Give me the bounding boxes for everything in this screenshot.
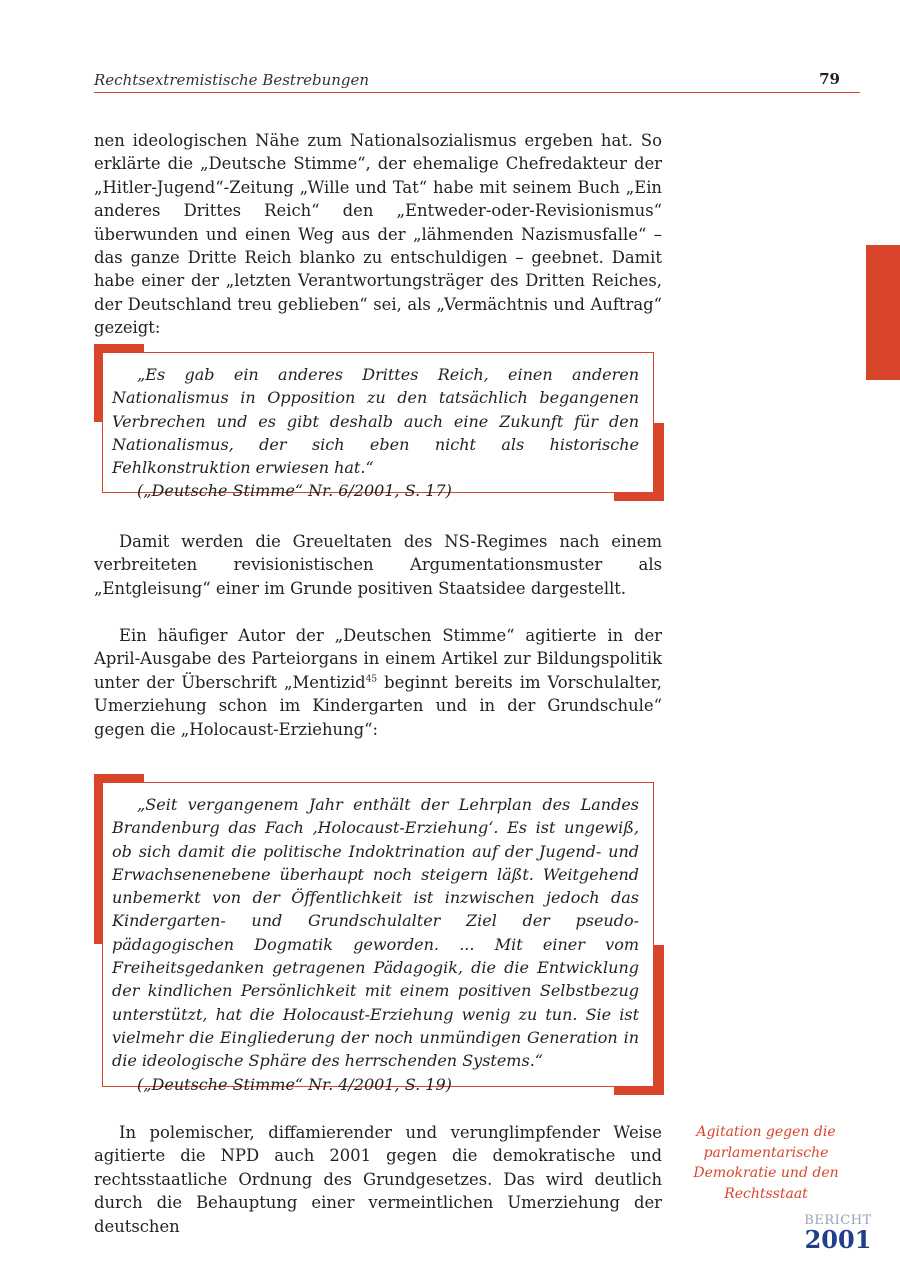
body-paragraph-1: nen ideologischen Nähe zum Nationalsozialismus ergeben hat. So erklärte die „Deutsche Stimme“, der ehemalige Chefredakteur der „Hitler-Jugend“-Zeitung „Wille und Tat“ habe mit seinem Buch „Ein anderes Drittes Reich“ den „Entweder-oder-Revisionismus“ überwunden und einen Weg aus der „lähmenden Nazismusfalle“ – das ganze Dritte Reich blanko zu entschuldigen – geebnet. Damit habe einer der „letzten Verantwortungsträger des Dritten Reiches, der Deutschland treu geblieben“ sei, als „Vermächtnis und Auftrag“ gezeigt:: [94, 131, 662, 338]
quote-corner-decoration: [654, 945, 664, 1095]
quote-box-2: [94, 774, 664, 1095]
paragraph-text: Ein häufiger Autor der „Deutschen Stimme“ agitierte in der April-Ausgabe des Parteiorgans in einem Artikel zur Bildungspolitik unter der Überschrift „Mentizid: [94, 626, 662, 692]
body-paragraph-4: In polemischer, diffamierender und verunglimpfender Weise agitierte die NPD auch 2001 gegen die demokratische und rechtsstaatliche Ordnung des Grundgesetzes. Das wird deutlich durch die Behauptung einer vermeintlichen Umerziehung der deutschen: [94, 1123, 662, 1236]
logo-word: BERICHT: [804, 1213, 872, 1228]
running-header: [94, 70, 860, 93]
logo-year: 2001: [804, 1225, 872, 1254]
quote-corner-decoration: [654, 423, 664, 501]
body-paragraph-2: Damit werden die Greueltaten des NS-Regimes nach einem verbreiteten revisionistischen Argumentationsmuster als „Entgleisung“ einer im Grunde positiven Staatsidee dargestellt.: [94, 532, 662, 598]
quote-frame: [102, 352, 654, 501]
quote-frame: [102, 782, 654, 1094]
quote-source: („Deutsche Stimme“ Nr. 4/2001, S. 19): [137, 1074, 452, 1094]
chapter-tab-marker: [866, 245, 900, 380]
body-paragraph-3: [94, 624, 662, 741]
quote-source: („Deutsche Stimme“ Nr. 6/2001, S. 17): [137, 481, 452, 501]
quote-box-1: [94, 344, 664, 501]
report-logo: [800, 1214, 876, 1252]
quote-text: „Es gab ein anderes Drittes Reich, einen anderen Nationalismus in Opposition zu den tatsächlich begangenen Verbrechen und es gibt deshalb auch eine Zukunft für den Nationalismus, der sich eben nicht als historische Fehlkonstruktion erwiesen hat.“: [112, 365, 639, 478]
footnote-reference: 45: [365, 674, 378, 685]
quote-text: „Seit vergangenem Jahr enthält der Lehrplan des Landes Brandenburg das Fach ‚Holocaust-Erziehung‘. Es ist ungewiß, ob sich damit die politische Indoktrination auf der Jugend- und Erwachsenenebene überhaupt noch steigern läßt. Weitgehend unbemerkt von der Öffentlichkeit ist inzwischen jedoch das Kindergarten- und Grundschulalter Ziel der pseudo-pädagogischen Dogmatik geworden. ... Mit einer vom Freiheitsgedanken getragenen Pädagogik, die die Entwicklung der kindlichen Persönlichkeit mit einem positiven Selbstbezug unterstützt, hat die Holocaust-Erziehung wenig zu tun. Sie ist vielmehr die Eingliederung der noch unmündigen Generation in die ideologische Sphäre des herrschenden Systems.“: [112, 795, 639, 1071]
page-number: 79: [819, 70, 840, 88]
margin-note: Agitation gegen die parlamentarische Demokratie und den Rechtsstaat: [693, 1124, 839, 1202]
paragraph-text: beginnt bereits im Vorschulalter, Umerziehung schon im Kindergarten und in der Grundschule“ gegen die „Holocaust-Erziehung“:: [94, 672, 662, 739]
header-title: Rechtsextremistische Bestrebungen: [94, 71, 370, 89]
